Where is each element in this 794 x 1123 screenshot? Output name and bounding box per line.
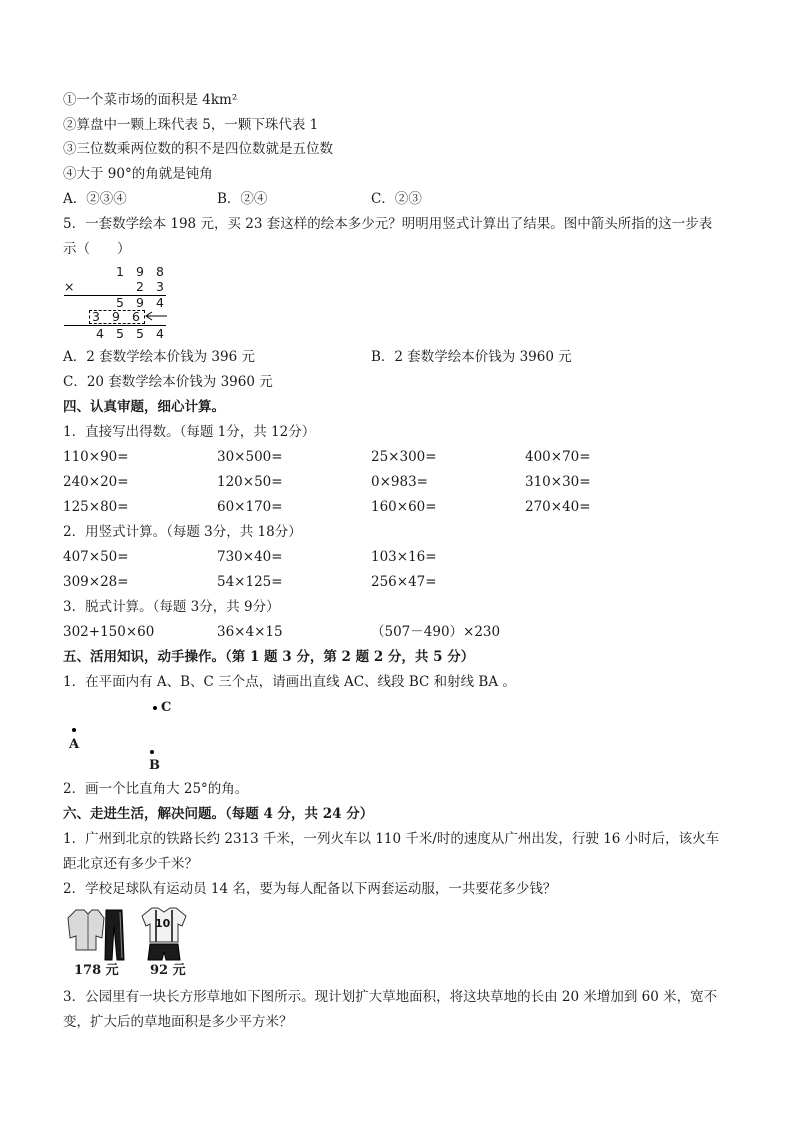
section-6-title: 六、走进生活，解决问题。（每题 4 分，共 24 分）: [63, 806, 374, 822]
calc-item: 240×20=: [63, 474, 129, 490]
jersey-icon: [138, 906, 190, 962]
sec4-q1-title: 1．直接写出得数。（每题 1分，共 12分）: [63, 424, 316, 440]
sec5-q2: 2．画一个比直角大 25°的角。: [63, 781, 249, 797]
vertical-calc-item: 407×50=: [63, 549, 129, 565]
calc-item: 0×983=: [371, 474, 428, 490]
sec5-q1: 1．在平面内有 A、B、C 三个点，请画出直线 AC、线段 BC 和射线 BA 。: [63, 674, 516, 690]
digit: 3: [92, 309, 100, 324]
calc-item: 30×500=: [217, 449, 283, 465]
point-a-label: A: [69, 737, 80, 752]
q5-option-a: A．2 套数学绘本价钱为 396 元: [63, 349, 255, 365]
sec6-q1-line2: 距北京还有多少千米？: [63, 856, 198, 872]
jersey-price: 92 元: [150, 963, 186, 978]
digit: 4: [96, 326, 104, 341]
q4-option-c: C．②③: [371, 191, 422, 207]
vertical-calc-item: 309×28=: [63, 574, 129, 590]
digit: 9: [112, 309, 120, 324]
statement-3: ③三位数乘两位数的积不是四位数就是五位数: [63, 141, 333, 157]
sec6-q2: 2．学校足球队有运动员 14 名，要为每人配备以下两套运动服，一共要花多少钱？: [63, 881, 557, 897]
q5-stem-line2: 示（ ）: [63, 241, 131, 257]
digit: 9: [136, 295, 144, 310]
calc-item: 120×50=: [217, 474, 283, 490]
digit: 2: [136, 279, 144, 294]
arrow-icon: [144, 310, 168, 322]
digit: 3: [156, 279, 164, 294]
point-c-label: C: [161, 700, 172, 715]
calc-item: 270×40=: [525, 499, 591, 515]
digit: 5: [116, 326, 124, 341]
digit: 4: [156, 326, 164, 341]
sec6-q1-line1: 1．广州到北京的铁路长约 2313 千米，一列火车以 110 千米/时的速度从广州出发，行驶 16 小时后，该火车: [63, 831, 720, 847]
calc-item: 125×80=: [63, 499, 129, 515]
calc-item: 25×300=: [371, 449, 437, 465]
digit: 9: [136, 264, 144, 279]
section-5-title: 五、活用知识，动手操作。（第 1 题 3 分，第 2 题 2 分，共 5 分）: [63, 649, 475, 665]
q4-option-a: A．②③④: [63, 191, 127, 207]
point-c-dot: [153, 706, 157, 710]
statement-2: ②算盘中一颗上珠代表 5，一颗下珠代表 1: [63, 117, 319, 133]
stepwise-calc-item: 302+150×60: [63, 624, 155, 640]
rule-line: [64, 295, 166, 296]
vertical-calc-item: 54×125=: [217, 574, 283, 590]
rule-line: [64, 325, 166, 326]
vertical-multiplication: [60, 262, 180, 342]
q4-option-b: B．②④: [217, 191, 268, 207]
digit: 6: [132, 309, 140, 324]
q5-option-c: C．20 套数学绘本价钱为 3960 元: [63, 374, 273, 390]
calc-item: 160×60=: [371, 499, 437, 515]
stepwise-calc-item: 36×4×15: [217, 624, 283, 640]
statement-1: ①一个菜市场的面积是 4km²: [63, 92, 238, 108]
vertical-calc-item: 103×16=: [371, 549, 437, 565]
times-sign: ×: [64, 279, 75, 294]
calc-item: 310×30=: [525, 474, 591, 490]
sec6-q3-line1: 3．公园里有一块长方形草地如下图所示。现计划扩大草地面积，将这块草地的长由 20 米增加到 60 米，宽不: [63, 989, 718, 1005]
sec4-q2-title: 2．用竖式计算。（每题 3分，共 18分）: [63, 524, 302, 540]
jersey-number: 10: [155, 917, 171, 930]
q5-stem-line1: 5．一套数学绘本 198 元，买 23 套这样的绘本多少元？明明用竖式计算出了结果。图中箭头所指的这一步表: [63, 216, 713, 232]
digit: 5: [116, 295, 124, 310]
calc-item: 400×70=: [525, 449, 591, 465]
point-b-label: B: [149, 758, 160, 773]
tracksuit-price: 178 元: [74, 963, 119, 978]
sec4-q3-title: 3．脱式计算。（每题 3分，共 9分）: [63, 599, 280, 615]
point-b-dot: [150, 750, 154, 754]
point-a-dot: [72, 728, 76, 732]
q5-option-b: B．2 套数学绘本价钱为 3960 元: [371, 349, 572, 365]
tracksuit-icon: [62, 906, 132, 962]
stepwise-calc-item: （507－490）×230: [371, 624, 501, 640]
section-4-title: 四、认真审题，细心计算。: [63, 399, 225, 415]
calc-item: 110×90=: [63, 449, 129, 465]
vertical-calc-item: 256×47=: [371, 574, 437, 590]
calc-item: 60×170=: [217, 499, 283, 515]
digit: 5: [136, 326, 144, 341]
statement-4: ④大于 90°的角就是钝角: [63, 166, 213, 182]
digit: 8: [156, 264, 164, 279]
digit: 4: [156, 295, 164, 310]
vertical-calc-item: 730×40=: [217, 549, 283, 565]
digit: 1: [116, 264, 124, 279]
sec6-q3-line2: 变，扩大后的草地面积是多少平方米？: [63, 1014, 293, 1030]
